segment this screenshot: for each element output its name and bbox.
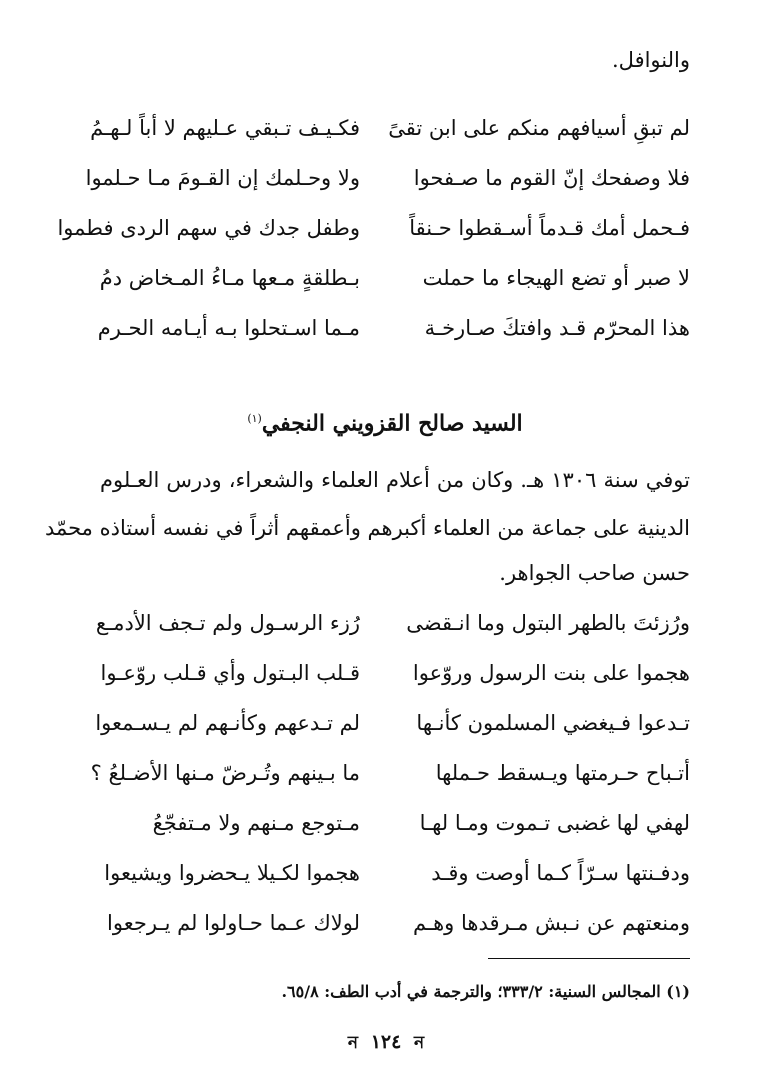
poem2-verse-6-hemistich-2: هجموا لكـيلا يـحضروا ويشيعوا xyxy=(104,861,360,885)
poem1-verse-2-hemistich-1: فلا وصفحك إنّ القوم ما صـفحوا xyxy=(413,166,690,190)
footnote-divider xyxy=(488,958,690,959)
poem2-verse-3-hemistich-2: لم تـدعهم وكأنـهم لم يـسـمعوا xyxy=(95,711,360,735)
poem2-verse-1-hemistich-2: رُزء الرسـول ولم تـجف الأدمـع xyxy=(95,611,360,635)
poem2-verse-7-hemistich-1: ومنعتهم عن نـبش مـرقدها وهـم xyxy=(412,911,690,935)
poem2-verse-3-hemistich-1: تـدعوا فـيغضي المسلمون كأنـها xyxy=(416,711,690,735)
poem2-verse-5-hemistich-2: مـتوجع مـنهم ولا مـتفجّعُ xyxy=(152,811,360,835)
poem2-verse-4-hemistich-1: أتـباح حـرمتها ويـسقط حـملها xyxy=(435,761,690,785)
page-number-block xyxy=(0,1030,772,1058)
poem2-verse-1-hemistich-1: ورُزئتَ بالطهر البتول وما انـقضى xyxy=(406,611,690,635)
footnote: (١) المجالس السنية: ٣٣٣/٢؛ والترجمة في أدب الطف: ٦٥/٨. xyxy=(281,982,690,1001)
poem1-verse-1-hemistich-1: لم تبقِ أسيافهم منكم على ابن تقىً xyxy=(388,116,690,140)
bio-line-2: الدينية على جماعة من العلماء أكبرهم وأعمقهم أثراً في نفسه أستاذه محمّد xyxy=(44,516,690,540)
poem1-verse-3-hemistich-2: وطفل جدك في سهم الردى فطموا xyxy=(57,216,360,240)
poem2-verse-2-hemistich-2: قـلب البـتول وأي قـلب روّعـوا xyxy=(100,661,360,685)
page-number: ١٢٤ xyxy=(370,1031,402,1053)
poem1-verse-3-hemistich-1: فـحمل أمك قـدماً أسـقطوا حـنقاً xyxy=(409,216,690,240)
footnote-reference: (١) xyxy=(247,412,262,425)
poem2-verse-4-hemistich-2: ما بـينهم وتُـرضّ مـنها الأضـلعُ ؟ xyxy=(90,761,360,785)
continuation-text: والنوافل. xyxy=(611,48,690,72)
poem1-verse-4-hemistich-1: لا صبر أو تضع الهيجاء ما حملت xyxy=(422,266,690,290)
section-title-text: السيد صالح القزويني النجفي xyxy=(261,410,523,437)
poem1-verse-5-hemistich-1: هذا المحرّم قـد وافتكَ صـارخـة xyxy=(424,316,690,340)
poem1-verse-5-hemistich-2: مـما اسـتحلوا بـه أيـامه الحـرم xyxy=(97,316,360,340)
ornament-left-icon: ন xyxy=(347,1033,359,1053)
bio-line-1: توفي سنة ١٣٠٦ هـ. وكان من أعلام العلماء والشعراء، ودرس العـلوم xyxy=(100,468,690,492)
poem1-verse-2-hemistich-2: ولا وحـلمك إن القـومَ مـا حـلموا xyxy=(85,166,360,190)
poem2-verse-6-hemistich-1: ودفـنتها سـرّاً كـما أوصت وقـد xyxy=(431,861,690,885)
bio-line-3: حسن صاحب الجواهر. xyxy=(499,561,690,585)
poem2-verse-5-hemistich-1: لهفي لها غضبى تـموت ومـا لهـا xyxy=(419,811,690,835)
poem1-verse-4-hemistich-2: بـطلقةٍ مـعها مـاءُ المـخاض دمُ xyxy=(99,266,360,290)
section-title xyxy=(80,403,690,439)
poem1-verse-1-hemistich-2: فكـيـف تـبقي عـليهم لا أباً لـهـمُ xyxy=(90,116,360,140)
poem2-verse-2-hemistich-1: هجموا على بنت الرسول وروّعوا xyxy=(412,661,690,685)
ornament-right-icon: ন xyxy=(413,1033,425,1053)
poem2-verse-7-hemistich-2: لولاك عـما حـاولوا لم يـرجعوا xyxy=(107,911,360,935)
